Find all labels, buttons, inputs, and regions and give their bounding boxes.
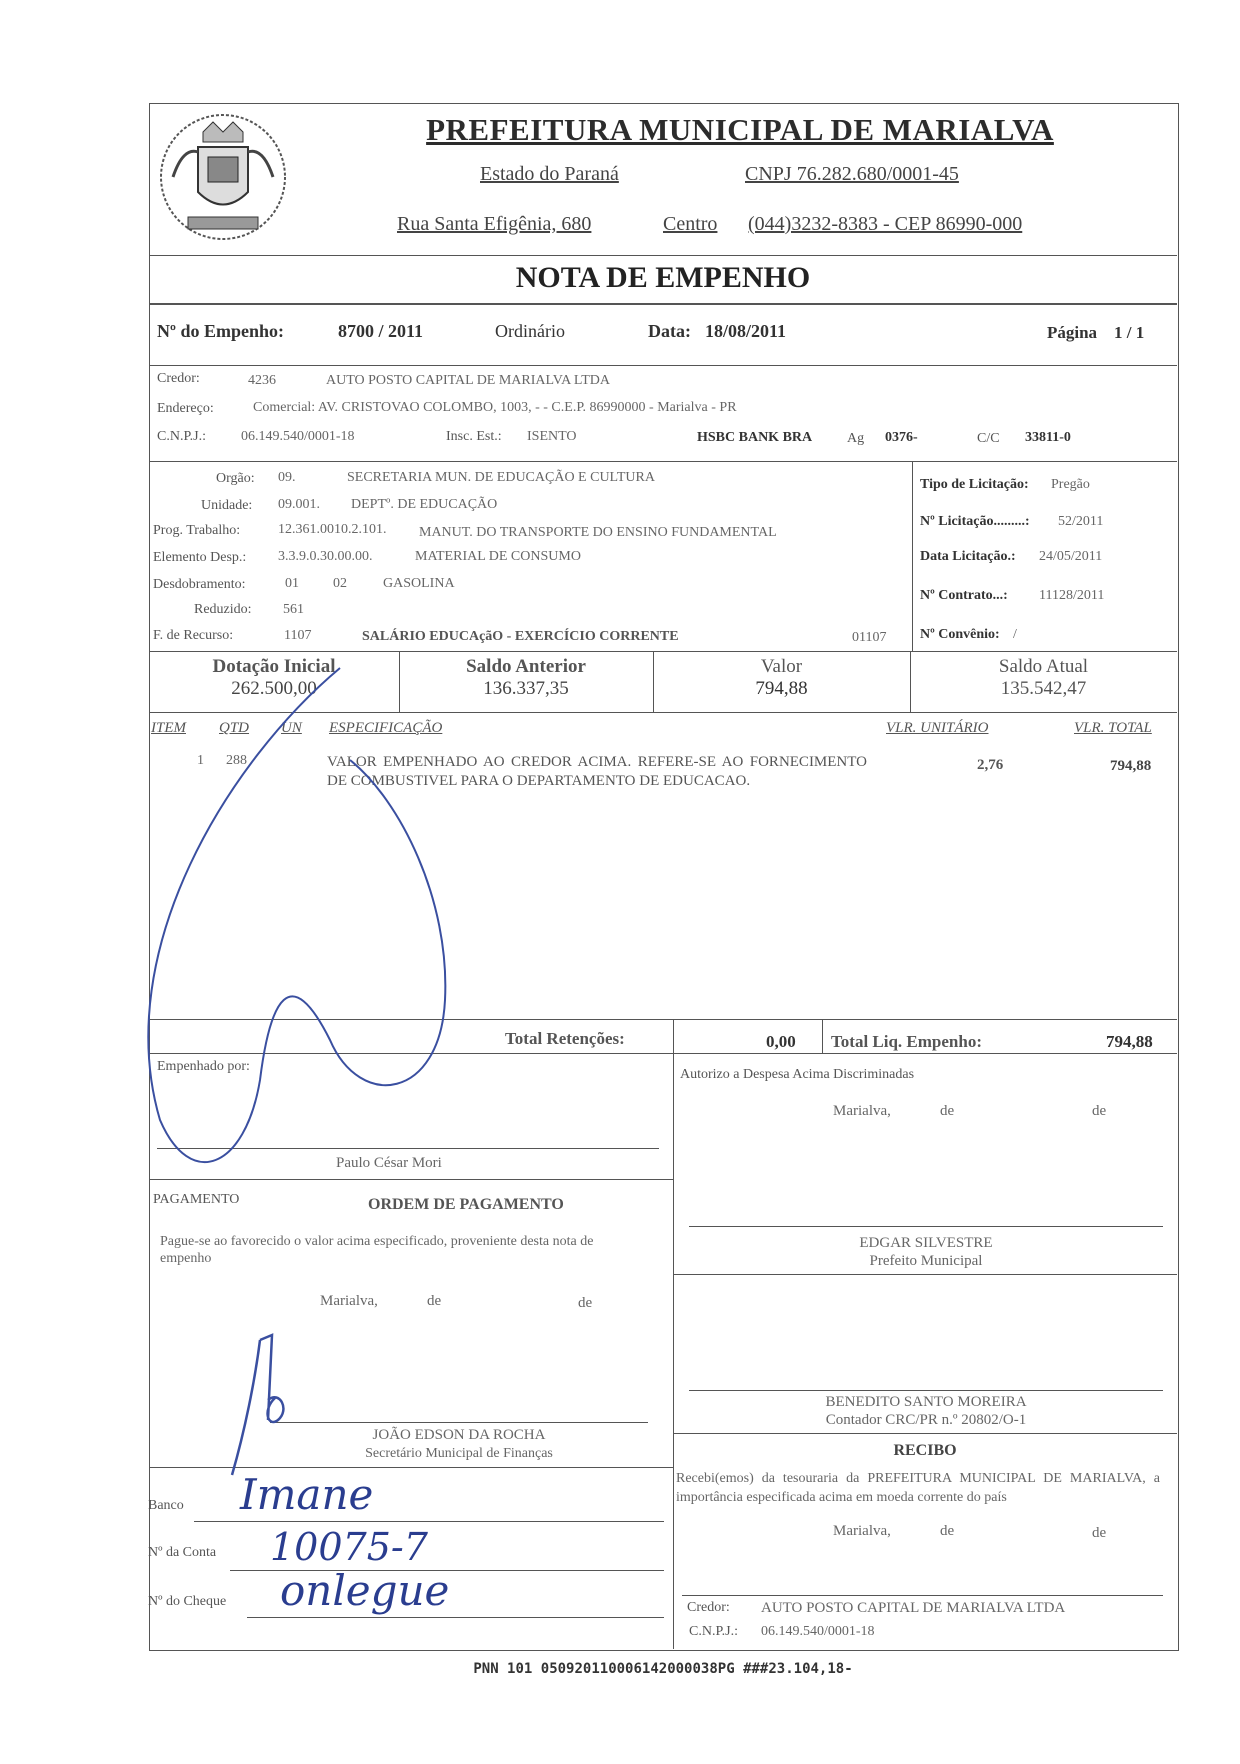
prefeito-role: Prefeito Municipal	[869, 1253, 983, 1269]
empenho-type: Ordinário	[495, 321, 565, 341]
item-number: 1	[197, 753, 204, 768]
banco-handwritten: Imane	[240, 1470, 374, 1519]
recurso-label: F. de Recurso:	[153, 628, 234, 643]
page-label: Página	[1047, 323, 1098, 342]
convenio-value: /	[1013, 627, 1017, 642]
recibo-cnpj-label: C.N.P.J.:	[689, 1624, 739, 1639]
contador-role: Contador CRC/PR n.º 20802/O-1	[825, 1412, 1027, 1428]
document-title: NOTA DE EMPENHO	[515, 261, 811, 294]
prog-label: Prog. Trabalho:	[153, 523, 241, 538]
recibo-de-2: de	[1092, 1525, 1107, 1541]
data-licitacao-label: Data Licitação.:	[920, 549, 1016, 564]
credor-label: Credor:	[157, 371, 200, 386]
elemento-name: MATERIAL DE CONSUMO	[415, 549, 581, 564]
recibo-credor-label: Credor:	[687, 1600, 730, 1615]
endereco-label: Endereço:	[157, 401, 214, 416]
cheque-label: Nº do Cheque	[148, 1594, 227, 1609]
desdob-label: Desdobramento:	[153, 577, 246, 592]
conta-label: Nº da Conta	[148, 1545, 217, 1560]
item-qtd: 288	[226, 753, 247, 768]
unidade-name: DEPTº. DE EDUCAÇÃO	[351, 497, 498, 512]
state-name: Estado do Paraná	[480, 163, 619, 185]
contrato-value: 11128/2011	[1039, 588, 1105, 603]
empenho-number: 8700 / 2011	[338, 321, 424, 341]
autorizo-de-2: de	[1092, 1103, 1107, 1119]
recurso-name: SALÁRIO EDUCAçãO - EXERCÍCIO CORRENTE	[362, 629, 679, 644]
credor-cnpj-label: C.N.P.J.:	[157, 429, 207, 444]
col-vlr-unitario: VLR. UNITÁRIO	[886, 720, 989, 736]
tipo-licitacao: Pregão	[1051, 477, 1090, 492]
phone-cep: (044)3232-8383 - CEP 86990-000	[748, 213, 1023, 235]
banco-label: Banco	[148, 1498, 184, 1513]
recurso-number: 01107	[852, 630, 887, 645]
tipo-licitacao-label: Tipo de Licitação:	[920, 477, 1029, 492]
street-address: Rua Santa Efigênia, 680	[397, 213, 592, 235]
credor-cnpj: 06.149.540/0001-18	[241, 429, 355, 444]
reduzido-value: 561	[283, 602, 304, 617]
contrato-label: Nº Contrato...:	[920, 588, 1008, 603]
saldo-atual: Saldo Atual 135.542,47	[998, 656, 1089, 699]
total-liq: 794,88	[1106, 1032, 1153, 1051]
insc-value: ISENTO	[527, 429, 577, 444]
col-un: UN	[281, 720, 302, 736]
prog-code: 12.361.0010.2.101.	[278, 522, 387, 537]
ag-value: 0376-	[885, 430, 918, 445]
pagamento-city: Marialva,	[320, 1293, 378, 1309]
orgao-name: SECRETARIA MUN. DE EDUCAÇÃO E CULTURA	[347, 470, 655, 485]
cnpj-number: CNPJ 76.282.680/0001-45	[745, 163, 959, 185]
saldo-valor: Valor 794,88	[755, 656, 808, 699]
saldo-anterior: Saldo Anterior 136.337,35	[466, 656, 586, 699]
item-vlr-total: 794,88	[1110, 758, 1152, 774]
conta-handwritten: 10075-7	[270, 1525, 428, 1569]
empenho-label: Nº do Empenho:	[157, 321, 284, 341]
secretario-name: JOÃO EDSON DA ROCHA	[372, 1427, 546, 1443]
recibo-city: Marialva,	[833, 1523, 891, 1539]
ag-label: Ag	[847, 431, 865, 446]
item-especificacao: VALOR EMPENHADO AO CREDOR ACIMA. REFERE-SE AO FORNECIMENTO DE COMBUSTIVEL PARA O DEPARTAMENTO DE EDUCACAO.	[327, 754, 867, 789]
secretario-role: Secretário Municipal de Finanças	[365, 1446, 553, 1461]
total-liq-label: Total Liq. Empenho:	[831, 1032, 982, 1051]
pagamento-text: Pague-se ao favorecido o valor acima especificado, proveniente desta nota de empenho	[160, 1234, 594, 1266]
recibo-de-1: de	[940, 1523, 955, 1539]
recibo-title: RECIBO	[893, 1442, 957, 1459]
data-licitacao: 24/05/2011	[1039, 549, 1103, 564]
recibo-credor: AUTO POSTO CAPITAL DE MARIALVA LTDA	[761, 1600, 1066, 1616]
desdob-code-1: 01	[285, 576, 299, 591]
prog-name: MANUT. DO TRANSPORTE DO ENSINO FUNDAMENTAL	[419, 525, 777, 540]
unidade-code: 09.001.	[278, 497, 320, 512]
orgao-label: Orgão:	[216, 471, 255, 486]
footer-code: PNN 101 050920110006142000038PG ###23.104,18-	[473, 1661, 853, 1677]
pagamento-de-2: de	[578, 1295, 593, 1311]
bank-name: HSBC BANK BRA	[697, 430, 813, 445]
orgao-code: 09.	[278, 470, 296, 485]
recurso-code: 1107	[284, 628, 312, 643]
autorizo-de-1: de	[940, 1103, 955, 1119]
insc-label: Insc. Est.:	[446, 429, 502, 444]
autorizo-label: Autorizo a Despesa Acima Discriminadas	[680, 1067, 915, 1082]
desdob-name: GASOLINA	[383, 576, 455, 591]
municipality-title: PREFEITURA MUNICIPAL DE MARIALVA	[426, 112, 1054, 147]
pagamento-label: PAGAMENTO	[153, 1192, 240, 1207]
num-licitacao: 52/2011	[1058, 514, 1104, 529]
col-espec: ESPECIFICAÇÃO	[329, 720, 443, 736]
col-item: ITEM	[151, 720, 186, 736]
prefeito-name: EDGAR SILVESTRE	[859, 1235, 993, 1251]
convenio-label: Nº Convênio:	[920, 627, 1000, 642]
contador-name: BENEDITO SANTO MOREIRA	[825, 1394, 1027, 1410]
pagamento-de-1: de	[427, 1293, 442, 1309]
ordem-pagamento-title: ORDEM DE PAGAMENTO	[368, 1196, 564, 1213]
empenhado-name: Paulo César Mori	[336, 1155, 442, 1171]
item-vlr-unitario: 2,76	[977, 757, 1004, 773]
cc-label: C/C	[977, 431, 1000, 446]
date-label: Data:	[648, 321, 691, 341]
unidade-label: Unidade:	[201, 498, 253, 513]
elemento-code: 3.3.9.0.30.00.00.	[278, 549, 373, 564]
credor-endereco: Comercial: AV. CRISTOVAO COLOMBO, 1003, - - C.E.P. 86990000 - Marialva - PR	[253, 400, 737, 415]
col-qtd: QTD	[219, 720, 250, 736]
credor-code: 4236	[248, 373, 276, 388]
empenho-date: 18/08/2011	[705, 321, 787, 341]
recibo-cnpj: 06.149.540/0001-18	[761, 1624, 875, 1639]
autorizo-city: Marialva,	[833, 1103, 891, 1119]
saldo-dotacao-inicial: Dotação Inicial 262.500,00	[212, 656, 336, 699]
reduzido-label: Reduzido:	[194, 602, 252, 617]
elemento-label: Elemento Desp.:	[153, 550, 247, 565]
total-retencoes: 0,00	[766, 1032, 796, 1051]
num-licitacao-label: Nº Licitação.........:	[920, 514, 1030, 529]
desdob-code-2: 02	[333, 576, 347, 591]
page-number: 1 / 1	[1114, 323, 1145, 342]
district: Centro	[663, 213, 718, 235]
col-vlr-total: VLR. TOTAL	[1074, 720, 1152, 736]
total-retencoes-label: Total Retenções:	[505, 1029, 625, 1048]
cc-value: 33811-0	[1025, 430, 1071, 445]
empenhado-label: Empenhado por:	[157, 1059, 250, 1074]
cheque-handwritten: onlegue	[280, 1566, 450, 1615]
credor-name: AUTO POSTO CAPITAL DE MARIALVA LTDA	[326, 373, 610, 388]
recibo-text: Recebi(emos) da tesouraria da PREFEITURA MUNICIPAL DE MARIALVA, a importância especificada acima em moeda corrente do país	[676, 1471, 1160, 1505]
